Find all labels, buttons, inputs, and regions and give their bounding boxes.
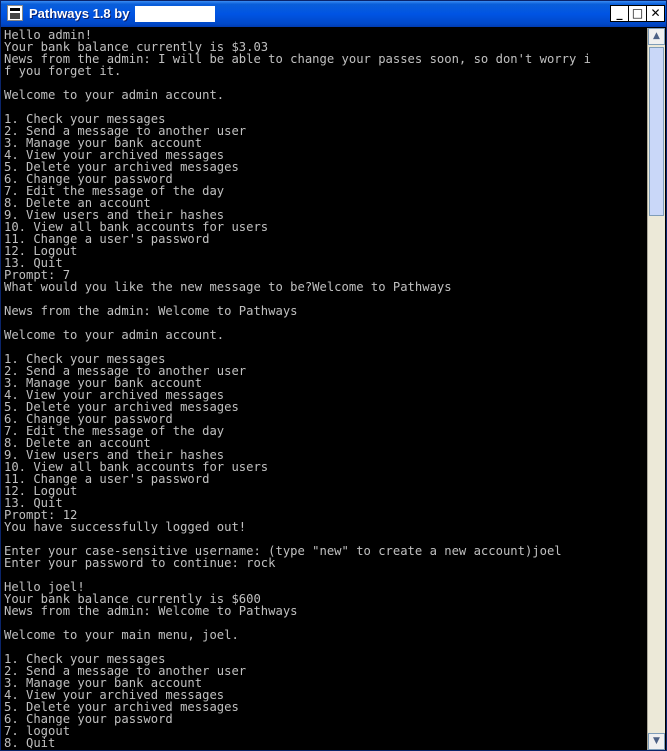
- console-line: News from the admin: Welcome to Pathways: [4, 304, 298, 318]
- console-line: 6. Change your password: [4, 412, 173, 426]
- down-arrow-icon: ▼: [653, 736, 660, 746]
- console-app-icon[interactable]: [7, 5, 23, 21]
- console-line: Welcome to your admin account.: [4, 328, 225, 342]
- console-line: 3. Manage your bank account: [4, 376, 203, 390]
- console-line: Hello admin!: [4, 29, 93, 42]
- console-line: News from the admin: I will be able to change your passes soon, so don't worry i: [4, 52, 591, 66]
- window-title: Pathways 1.8 by: [29, 6, 130, 21]
- title-bar[interactable]: [1, 1, 666, 27]
- console-line: 6. Change your password: [4, 172, 173, 186]
- up-arrow-icon: ▲: [653, 31, 660, 41]
- console-line: Your bank balance currently is $600: [4, 592, 261, 606]
- console-line: 11. Change a user's password: [4, 472, 210, 486]
- console-line: Hello joel!: [4, 580, 85, 594]
- console-line: Prompt: 7: [4, 268, 71, 282]
- console-line: 5. Delete your archived messages: [4, 400, 239, 414]
- console-line: 4. View your archived messages: [4, 148, 225, 162]
- console-line: f you forget it.: [4, 64, 122, 78]
- redacted-author-block: [135, 6, 215, 22]
- console-line: Welcome to your main menu, joel.: [4, 628, 239, 642]
- console-line: 4. View your archived messages: [4, 688, 225, 702]
- console-line: 1. Check your messages: [4, 352, 166, 366]
- console-line: You have successfully logged out!: [4, 520, 247, 534]
- scroll-thumb[interactable]: [649, 47, 664, 216]
- console-line: 2. Send a message to another user: [4, 124, 247, 138]
- console-line: 12. Logout: [4, 484, 78, 498]
- console-line: 10. View all bank accounts for users: [4, 460, 269, 474]
- console-line: 7. logout: [4, 724, 71, 738]
- console-line: 6. Change your password: [4, 712, 173, 726]
- console-line: 5. Delete your archived messages: [4, 700, 239, 714]
- scroll-down-button[interactable]: [648, 733, 665, 750]
- console-line: 8. Delete an account: [4, 436, 151, 450]
- console-line: 9. View users and their hashes: [4, 208, 225, 222]
- console-line: 7. Edit the message of the day: [4, 424, 225, 438]
- console-line: 13. Quit: [4, 496, 63, 510]
- scroll-up-button[interactable]: [648, 28, 665, 45]
- console-line: 7. Edit the message of the day: [4, 184, 225, 198]
- console-line: Enter your case-sensitive username: (type "new" to create a new account)joel: [4, 544, 562, 558]
- console-line: Welcome to your admin account.: [4, 88, 225, 102]
- console-line: News from the admin: Welcome to Pathways: [4, 604, 298, 618]
- console-line: 1. Check your messages: [4, 112, 166, 126]
- console-line: 11. Change a user's password: [4, 232, 210, 246]
- console-output[interactable]: [4, 29, 644, 749]
- console-line: 9. View users and their hashes: [4, 448, 225, 462]
- console-line: Prompt: 12: [4, 508, 78, 522]
- console-line: 8. Quit: [4, 736, 56, 749]
- console-line: 12. Logout: [4, 244, 78, 258]
- console-line: 2. Send a message to another user: [4, 664, 247, 678]
- console-line: 2. Send a message to another user: [4, 364, 247, 378]
- console-line: 8. Delete an account: [4, 196, 151, 210]
- minimize-icon: _: [616, 6, 623, 20]
- console-line: 1. Check your messages: [4, 652, 166, 666]
- console-line: 13. Quit: [4, 256, 63, 270]
- console-line: [4, 569, 644, 581]
- minimize-button[interactable]: [610, 5, 629, 22]
- maximize-icon: □: [631, 6, 644, 20]
- close-icon: ✕: [650, 6, 661, 20]
- console-line: 4. View your archived messages: [4, 388, 225, 402]
- close-button[interactable]: [646, 5, 665, 22]
- console-line: 3. Manage your bank account: [4, 676, 203, 690]
- vertical-scrollbar[interactable]: [647, 28, 665, 750]
- console-line: 10. View all bank accounts for users: [4, 220, 269, 234]
- console-line: What would you like the new message to be?Welcome to Pathways: [4, 280, 452, 294]
- console-line: Your bank balance currently is $3.03: [4, 40, 269, 54]
- console-line: Enter your password to continue: rock: [4, 556, 276, 570]
- maximize-button[interactable]: [628, 5, 647, 22]
- console-line: 3. Manage your bank account: [4, 136, 203, 150]
- console-line: 5. Delete your archived messages: [4, 160, 239, 174]
